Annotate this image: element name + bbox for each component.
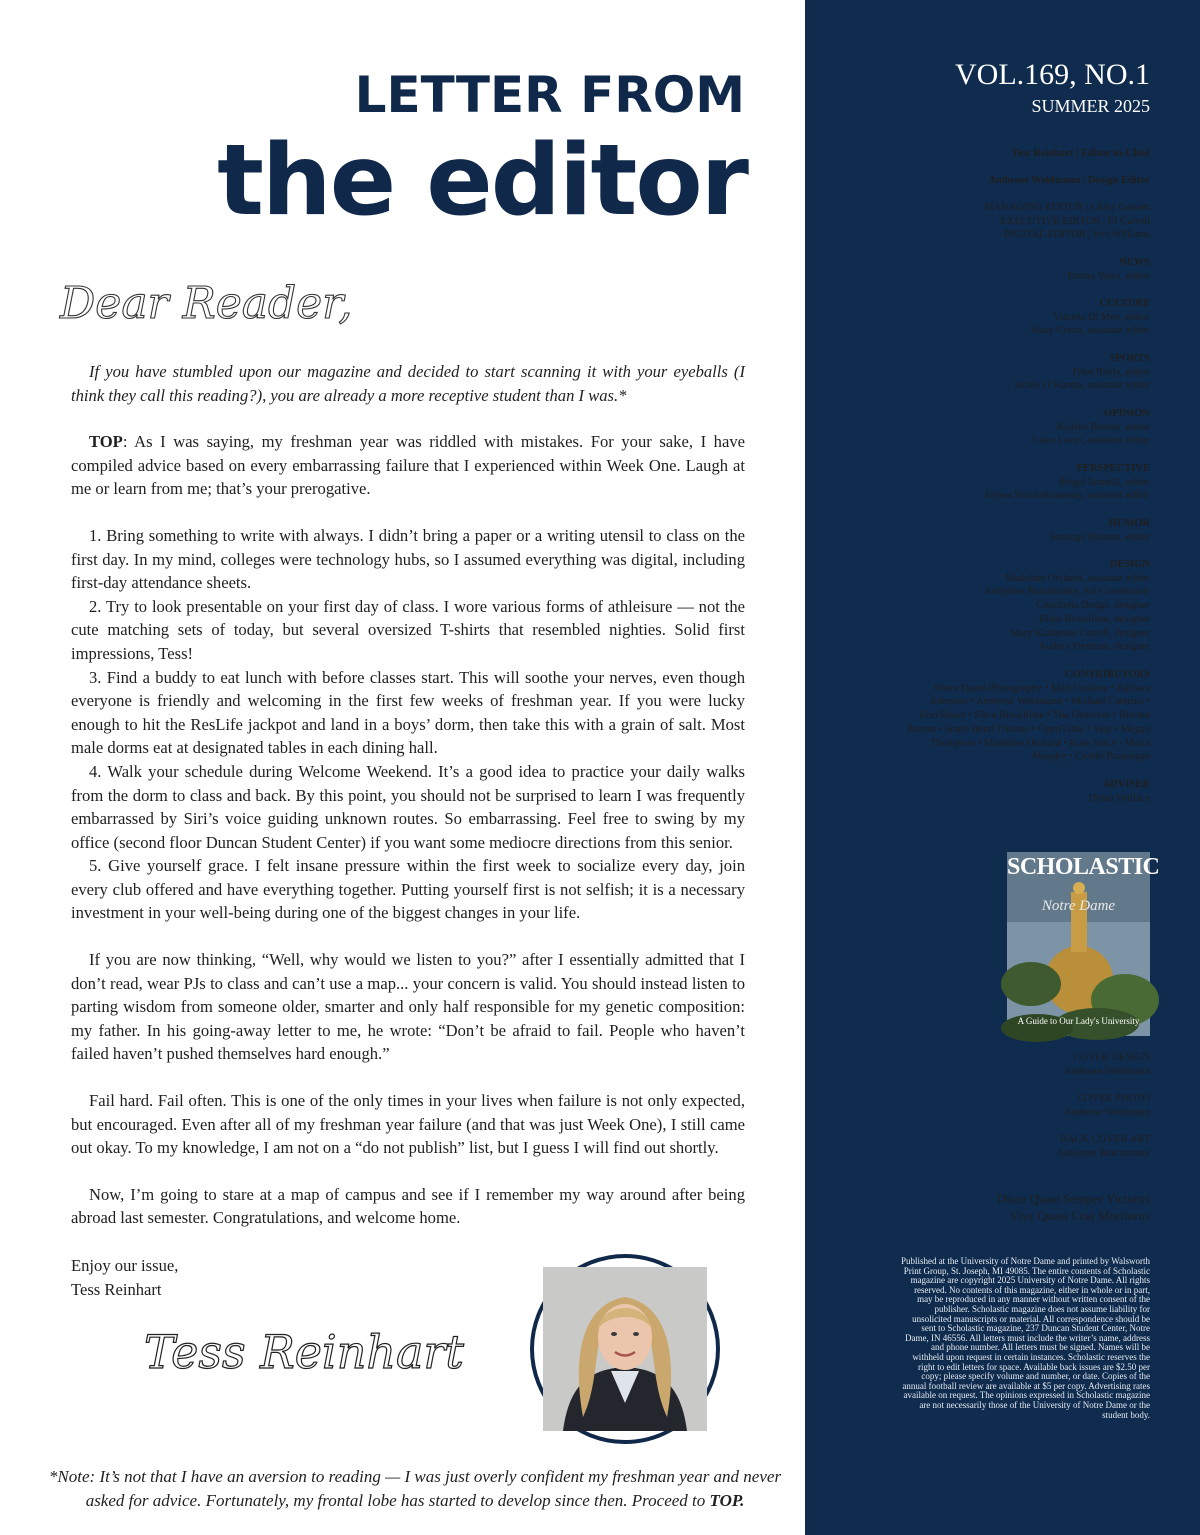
digital-editor-line: DIGITAL EDITOR | Eva Williams bbox=[1003, 229, 1150, 241]
section-heading: CULTURE bbox=[1099, 298, 1150, 309]
top-label: TOP bbox=[89, 432, 123, 452]
advice-item-2: 2. Try to look presentable on your first day of class. I wore various forms of athleisure — not the cute matching sets of today, but several oversized T-shirts that resembled nighties. Solid first impressions, Tess! bbox=[71, 596, 745, 663]
staff-senior-editors bbox=[984, 201, 1150, 242]
section-line: Johnston • Ambrose Weidmann • Michael Caterina • bbox=[930, 696, 1150, 708]
staff-eic bbox=[1012, 147, 1150, 161]
footnote-text: *Note: It’s not that I have an aversion to reading — I was just overly confident my freshman year and never asked for advice. Fortunately, my frontal lobe has started to develop since then. Proceed to bbox=[48, 1467, 782, 1510]
section-news bbox=[1068, 256, 1150, 283]
section-line: Alyssa Sirichoktanasup, assistant editor bbox=[983, 490, 1150, 502]
design-editor-line: Ambrose Weidmann | Design Editor bbox=[988, 175, 1150, 186]
section-culture bbox=[1030, 297, 1150, 338]
credit-heading: BACK COVER ART bbox=[1060, 1134, 1150, 1145]
letter-body bbox=[71, 360, 745, 1230]
cover-subtitle: Notre Dame bbox=[1041, 898, 1116, 914]
credit-name: Ambrose Weidmann bbox=[1063, 1065, 1150, 1077]
top-text: : As I was saying, my freshman year was riddled with mistakes. For your sake, I have compiled advice based on every embarrassing failure that I experienced within Week One. Laugh at me or learn from me; that’s your prerogative. bbox=[71, 432, 745, 499]
section-heading: CONTRIBUTORS bbox=[1065, 669, 1150, 680]
handwritten-signature bbox=[138, 1310, 464, 1390]
sign-off bbox=[71, 1254, 178, 1301]
signature-text: Tess Reinhart bbox=[144, 1325, 464, 1379]
section-perspective bbox=[983, 462, 1150, 503]
credit-cover-design bbox=[1064, 1051, 1150, 1078]
section-line: Vittoria Di Meo, editor bbox=[1053, 311, 1150, 323]
advice-item-3: 3. Find a buddy to eat lunch with before classes start. This will soothe your nerves, even though everyone is friendly and welcoming in the first few weeks of freshman year. If you were lucky enough to hit the ResLife jackpot and land in a boys’ dorm, then take this with a grain of salt. Most male dorms eat at designated tables in each dining hall. bbox=[71, 667, 745, 758]
section-heading: DESIGN bbox=[1109, 559, 1150, 570]
footnote bbox=[40, 1465, 790, 1513]
credit-heading: COVER PHOTO bbox=[1076, 1093, 1150, 1104]
section-line: Stacy Corzo, assistant editor bbox=[1030, 325, 1150, 337]
section-heading: OPINION bbox=[1103, 408, 1150, 419]
sign-off-line: Enjoy our issue, bbox=[71, 1256, 179, 1275]
issue-season: SUMMER 2025 bbox=[1031, 96, 1150, 116]
salutation-text: Dear Reader, bbox=[60, 278, 353, 329]
staff-design-editor bbox=[988, 174, 1150, 188]
motto-line-2: Vive Quasi Cras Moriturus bbox=[1009, 1208, 1150, 1223]
section-line: Ashlynne Bracamonte, Art Coordinator bbox=[984, 586, 1150, 598]
volume-number: VOL.169, NO.1 bbox=[955, 58, 1150, 91]
section-line: Madeline Orchard, assistant editor bbox=[1005, 572, 1150, 584]
credit-name: Ambrose Weidmann bbox=[1063, 1106, 1150, 1118]
section-line: Ciara Lavin, assistant editor bbox=[1032, 435, 1150, 447]
section-heading: ADVISER bbox=[1102, 779, 1150, 790]
handwritten-salutation bbox=[56, 262, 353, 342]
listen-paragraph: If you are now thinking, “Well, why would we listen to you?” after I essentially admitted that I don’t read, wear PJs to class and can’t use a map... your concern is valid. You should instead listen to parting wisdom from someone older, smarter and only half responsible for my genetic composition: my father. In his going-away letter to me, he wrote: “Don’t be afraid to fail. People who haven’t failed haven’t pushed themselves hard enough.” bbox=[71, 950, 745, 1064]
section-line: Erin Bauer • Ellen Brouillette • The Observer • Brooke bbox=[919, 710, 1150, 722]
section-contributors bbox=[906, 668, 1150, 764]
editor-portrait bbox=[530, 1254, 720, 1444]
cover-tagline: A Guide to Our Lady's University bbox=[1017, 1016, 1140, 1026]
section-line: Mary Katherine Carroll, designer bbox=[1010, 627, 1150, 639]
eic-line: Tess Reinhart | Editor-in-Chief bbox=[1011, 148, 1150, 159]
closing-paragraph: Now, I’m going to stare at a map of campus and see if I remember my way around after being abroad last semester. Congratulations, and welcome home. bbox=[71, 1184, 745, 1228]
intro-paragraph: If you have stumbled upon our magazine and decided to start scanning it with your eyeballs (I think they call this reading?), you are already a more receptive student than I was.* bbox=[71, 362, 745, 405]
top-paragraph bbox=[71, 430, 745, 501]
header-letter-from: LETTER FROM bbox=[354, 66, 745, 124]
section-line: Jackie O’Karma, assistant editor bbox=[1013, 380, 1150, 392]
credit-cover-photo bbox=[1064, 1092, 1150, 1119]
sign-off-name: Tess Reinhart bbox=[71, 1279, 162, 1299]
credit-heading: COVER DESIGN bbox=[1073, 1052, 1150, 1063]
managing-editor-line: MANAGING EDITOR | Libby Garnett bbox=[984, 202, 1150, 213]
advice-item-5: 5. Give yourself grace. I felt insane pressure within the first week to socialize every day, join every club offered and have everything together. Putting yourself first is not selfish; it is a necessary investment in your well-being during one of the biggest changes in your life. bbox=[71, 856, 745, 923]
section-line: Kaitlyn Boston, editor bbox=[1056, 421, 1150, 433]
header-the-editor: the editor bbox=[217, 124, 747, 238]
section-adviser bbox=[1088, 778, 1150, 805]
fail-paragraph: Fail hard. Fail often. This is one of the only times in your lives when failure is not only expected, but encouraged. Even after all of my freshman year failure (and that was just Week One), I still came out okay. To my knowledge, I am not on a “do not publish” list, but I guess I will find out shortly. bbox=[71, 1091, 745, 1158]
section-line: Dylan Wallace bbox=[1088, 792, 1150, 804]
section-heading: HUMOR bbox=[1108, 518, 1150, 529]
cover-title: SCHOLASTIC bbox=[1007, 854, 1160, 880]
executive-editor-line: EXECUTIVE EDITOR | PJ Carroll bbox=[1000, 215, 1150, 227]
advice-item-4: 4. Walk your schedule during Welcome Weekend. It’s a good idea to practice your daily walks from the dorm to class and back. By this point, you should not be surprised to learn I was frequently embarrassed by Siri’s voice guiding unknown routes. So embarrassing. Feel free to swing by my office (second floor Duncan Student Center) if you want some mediocre directions from this senior. bbox=[71, 761, 745, 852]
section-line: Murphy • Caitlin Brannigan bbox=[1032, 751, 1150, 763]
advice-item-1: 1. Bring something to write with always. I didn’t bring a paper or a writing utensil to class on the first day. In my mind, colleges were technology hubs, so I assumed everything was digital, including first-day attendance sheets. bbox=[71, 525, 745, 593]
section-sports bbox=[1014, 352, 1150, 393]
motto-line-1: Disce Quasi Semper Victurus bbox=[996, 1191, 1150, 1206]
section-line: Brigid Iannelli, editor bbox=[1058, 476, 1150, 488]
section-line: Audrey Fremeau, designer bbox=[1038, 641, 1150, 653]
footnote-end: TOP. bbox=[709, 1491, 745, 1510]
section-line: Santiago Ralston, editor bbox=[1048, 531, 1150, 543]
section-line: Tyler Reidy, editor bbox=[1071, 366, 1150, 378]
publication-notice: Published at the University of Notre Dame and printed by Walsworth Print Group, St. Joseph, MI 49085. The entire contents of Scholastic magazine are copyright 2025 University of Notre Dame. All rights reserved. No contents of this magazine, either in whole or in part, may be reproduced in any manner without written consent of the publisher. Scholastic magazine does not assume liability for unsolicited manuscripts or material. All correspondence should be sent to Scholastic magazine, 237 Duncan Student Center, Notre Dame, IN 46556. All letters must include the writer’s name, address and phone number. All letters must be signed. Names will be withheld upon request in certain instances. Scholastic reserves the right to edit letters for space. Available back issues are $2.50 per copy; please specify volume and number, or date. Copies of the annual football review are available at $5 per copy. Advertising rates available on request. The opinions expressed in Scholastic magazine are not necessarily those of the University of Notre Dame or the student body. bbox=[900, 1256, 1150, 1420]
section-line: Thompson • Madeline Orchard • Kate Sorce • Maria bbox=[930, 737, 1150, 749]
section-line: Conchetta Dodge, designer bbox=[1035, 600, 1150, 612]
latin-motto bbox=[997, 1190, 1150, 1224]
credit-back-cover-art bbox=[1056, 1133, 1150, 1160]
portrait-image bbox=[543, 1267, 707, 1431]
section-line: Ellen Brouillette, designer bbox=[1039, 613, 1150, 625]
section-opinion bbox=[1032, 407, 1150, 448]
credit-name: Ashlynne Bracamonte bbox=[1056, 1147, 1150, 1159]
section-heading: PERSPECTIVE bbox=[1076, 463, 1150, 474]
section-heading: SPORTS bbox=[1109, 353, 1150, 364]
section-heading: NEWS bbox=[1119, 257, 1150, 268]
magazine-cover-thumbnail bbox=[1007, 852, 1160, 1036]
section-line: Emma Vales, editor bbox=[1067, 270, 1150, 282]
section-design bbox=[984, 558, 1150, 654]
section-humor bbox=[1049, 517, 1150, 544]
section-line: Borton • South Bend Tribune • OpenTable • Yelp • Megan bbox=[906, 723, 1150, 735]
section-line: Notre Dame Photography • Matt Cashore • Barbara bbox=[934, 682, 1150, 694]
